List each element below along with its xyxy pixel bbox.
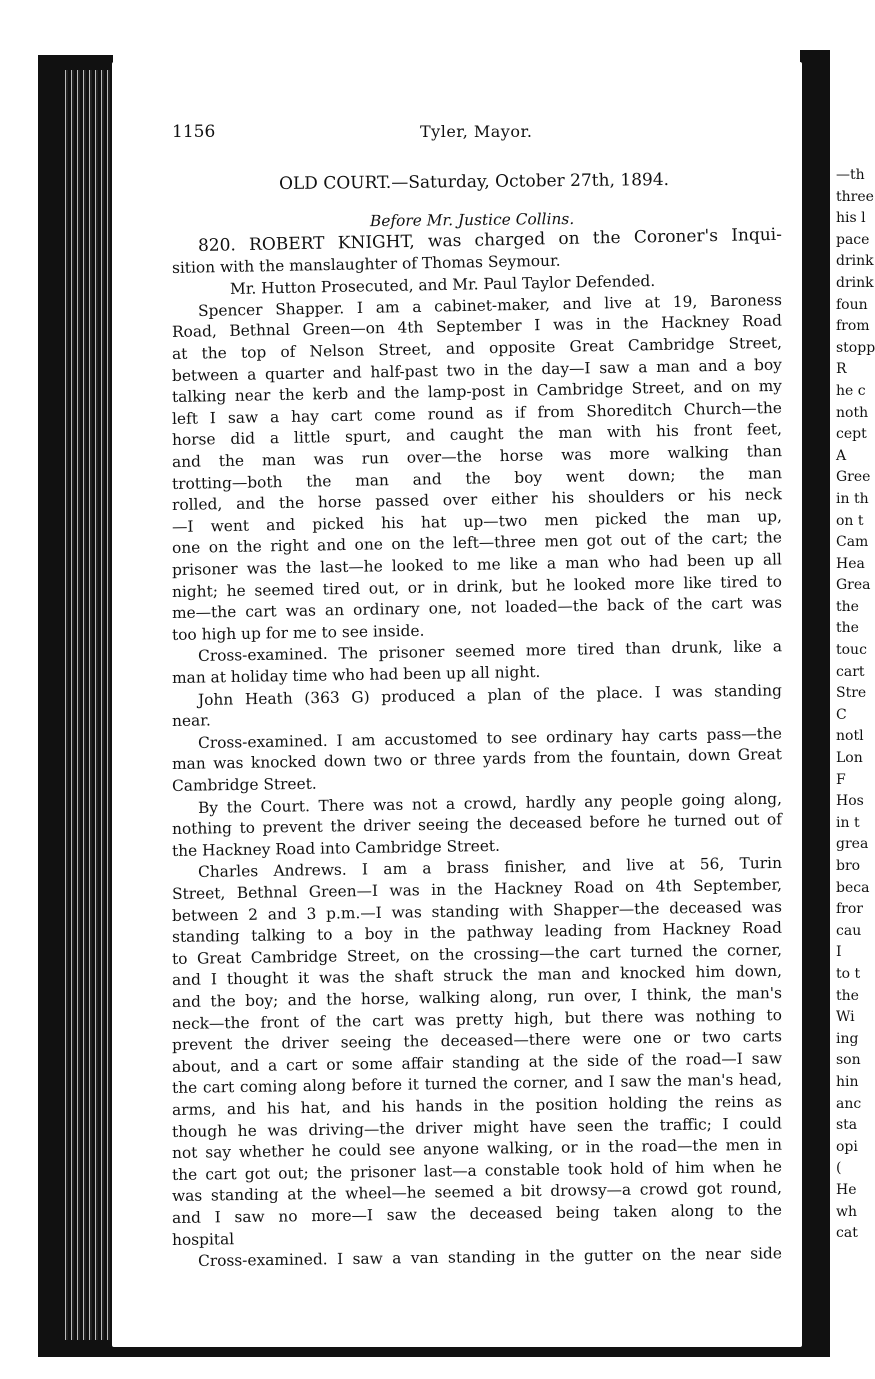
facing-text-fragment: to t <box>836 965 861 982</box>
facing-text-fragment: A <box>836 447 847 464</box>
text-line: though he was driving—the driver might have seen the traffic; I could <box>171 1114 783 1141</box>
text-line: between a quarter and half-past two in the day—I saw a man and a boy <box>171 355 783 385</box>
facing-text-fragment: anc <box>836 1095 862 1112</box>
facing-text-fragment: C <box>836 706 847 723</box>
facing-text-fragment: Lon <box>836 750 863 767</box>
text-line: was standing at the wheel—he seemed a bit drowsy—a crowd got round, <box>171 1179 783 1206</box>
facing-text-fragment: ( <box>836 1160 842 1177</box>
text-line: sition with the manslaughter of Thomas Seymour. <box>171 251 561 277</box>
text-line: to Great Cambridge Street, on the crossing—the cart turned the corner, <box>171 940 783 968</box>
text-line: man was knocked down two or three yards from the fountain, down Great <box>171 745 783 774</box>
text-line: 820. ROBERT KNIGHT, was charged on the Coroner's Inqui- <box>197 224 783 256</box>
text-line: Mr. Hutton Prosecuted, and Mr. Paul Taylor Defended. <box>229 272 656 299</box>
facing-text-fragment: ing <box>836 1030 859 1047</box>
text-line: By the Court. There was not a crowd, hardly any people going along, <box>197 789 783 817</box>
text-line: the cart coming along before it turned the corner, and I saw the man's head, <box>171 1070 783 1098</box>
text-line: talking near the kerb and the lamp-post in Cambridge Street, and on my <box>171 377 783 407</box>
facing-text-fragment: Hea <box>836 555 865 572</box>
facing-text-fragment: foun <box>836 296 868 313</box>
facing-text-fragment: —th <box>836 167 865 183</box>
text-line: Cross-examined. I saw a van standing in the gutter on the near side <box>197 1244 783 1271</box>
facing-text-fragment: I <box>836 944 842 961</box>
text-line: Cross-examined. I am accustomed to see ordinary hay carts pass—the <box>197 724 783 752</box>
text-line: Cross-examined. The prisoner seemed more tired than drunk, like a <box>197 637 783 666</box>
facing-text-fragment: three <box>836 188 874 205</box>
judge-line: Before Mr. Justice Collins. <box>369 209 575 231</box>
facing-text-fragment: touc <box>836 642 867 659</box>
text-line: and the boy; and the horse, walking along, run over, I think, the man's <box>171 984 783 1011</box>
text-line: and I thought it was the shaft struck the man and knocked him down, <box>171 962 783 990</box>
text-line: the Hackney Road into Cambridge Street. <box>171 836 501 860</box>
facing-page <box>830 55 875 1379</box>
facing-text-fragment: pace <box>836 231 870 248</box>
text-line: Charles Andrews. I am a brass finisher, and live at 56, Turin <box>197 854 783 882</box>
text-line: standing talking to a boy in the pathway leading from Hackney Road <box>171 918 783 947</box>
text-line: too high up for me to see inside. <box>171 621 425 644</box>
facing-text-fragment: stopp <box>836 339 875 356</box>
text-line: prevent the driver seeing the deceased—there were one or two carts <box>171 1027 783 1055</box>
text-line: man at holiday time who had been up all night. <box>171 662 541 687</box>
facing-text-fragment: Grea <box>836 577 871 594</box>
text-line: rolled, and the horse passed over either his shoulders or his neck <box>171 485 783 515</box>
text-line: John Heath (363 G) produced a plan of the place. I was standing <box>197 680 783 709</box>
facing-text-fragment: notl <box>836 728 864 745</box>
facing-text-fragment: fror <box>836 901 863 918</box>
page-edges <box>62 70 112 1340</box>
text-line: nothing to prevent the driver seeing the deceased before he turned out of <box>171 810 783 839</box>
facing-text-fragment: son <box>836 1052 861 1069</box>
facing-text-fragment: grea <box>836 836 869 853</box>
text-line: Road, Bethnal Green—on 4th September I was in the Hackney Road <box>171 312 783 342</box>
facing-text-fragment: on t <box>836 512 864 529</box>
text-line: neck—the front of the cart was pretty high, but there was nothing to <box>171 1005 783 1033</box>
text-line: not say whether he could see anyone walking, or in the road—the men in <box>171 1135 783 1163</box>
page-header <box>172 122 782 146</box>
facing-text-fragment: F <box>836 771 846 788</box>
text-line: one on the right and one on the left—three men got out of the cart; the <box>171 528 783 558</box>
facing-text-fragment: in t <box>836 814 860 831</box>
facing-text-fragment: the <box>836 598 859 615</box>
facing-text-fragment: hin <box>836 1073 859 1090</box>
facing-text-fragment: cept <box>836 426 867 443</box>
text-line: about, and a cart or some affair standing at the side of the road—I saw <box>171 1049 783 1076</box>
facing-text-fragment: R <box>836 361 847 378</box>
facing-text-fragment: wh <box>836 1203 857 1220</box>
facing-text-fragment: opi <box>836 1138 858 1155</box>
text-line: hospital <box>171 1229 235 1249</box>
text-line: arms, and his hat, and his hands in the position holding the reins as <box>171 1092 783 1119</box>
facing-text-fragment: from <box>836 318 870 335</box>
text-line: night; he seemed tired out, or in drink, but he looked more like tired to <box>171 572 783 601</box>
court-session-title: OLD COURT.—Saturday, October 27th, 1894. <box>278 169 670 195</box>
facing-text-fragment: bro <box>836 858 861 874</box>
text-line: prisoner was the last—he looked to me like a man who had been up all <box>171 550 783 579</box>
facing-text-fragment: he c <box>836 382 866 399</box>
facing-text-fragment: drink <box>836 253 874 270</box>
facing-text-fragment: cau <box>836 922 862 939</box>
text-line: me—the cart was an ordinary one, not loaded—the back of the cart was <box>171 593 783 623</box>
text-line: between 2 and 3 p.m.—I was standing with Shapper—the deceased was <box>171 897 783 925</box>
text-line: at the top of Nelson Street, and opposite Great Cambridge Street, <box>171 333 783 363</box>
facing-text-fragment: drink <box>836 274 874 291</box>
facing-text-fragment: Wi <box>836 1009 855 1026</box>
facing-page-text <box>830 165 875 1245</box>
facing-text-fragment: Hos <box>836 793 864 810</box>
facing-text-fragment: cat <box>836 1225 858 1242</box>
text-line: and the man was run over—the horse was more walking than <box>171 442 783 471</box>
page-number: 1156 <box>172 122 216 142</box>
facing-text-fragment: in th <box>836 490 869 507</box>
facing-text-fragment: beca <box>836 879 870 896</box>
facing-text-fragment: He <box>836 1181 857 1198</box>
text-line: —I went and picked his hat up—two men picked the man up, <box>171 507 783 536</box>
facing-text-fragment: Gree <box>836 469 871 486</box>
text-line: Cambridge Street. <box>171 774 317 795</box>
facing-text-fragment: sta <box>836 1117 858 1134</box>
text-line: trotting—both the man and the boy went down; the man <box>171 463 783 493</box>
facing-text-fragment: his l <box>836 210 866 227</box>
text-line: and I saw no more—I saw the deceased being taken along to the <box>171 1200 783 1227</box>
text-line: near. <box>171 711 211 731</box>
facing-text-fragment: Stre <box>836 685 867 702</box>
text-line: Spencer Shapper. I am a cabinet-maker, and live at 19, Baroness <box>197 290 783 320</box>
running-head: Tyler, Mayor. <box>420 122 533 141</box>
book-gutter <box>800 50 830 1350</box>
text-line: left I saw a hay cart come round as if from Shoreditch Church—the <box>171 398 783 428</box>
text-line: horse did a little spurt, and caught the man with his front feet, <box>171 420 783 450</box>
facing-text-fragment: Cam <box>836 534 869 551</box>
text-line: Street, Bethnal Green—I was in the Hackney Road on 4th September, <box>171 875 783 903</box>
facing-text-fragment: the <box>836 987 859 1004</box>
facing-text-fragment: cart <box>836 663 865 680</box>
facing-text-fragment: noth <box>836 404 869 421</box>
facing-text-fragment: the <box>836 620 859 637</box>
text-line: the cart got out; the prisoner last—a constable took hold of him when he <box>171 1157 783 1184</box>
